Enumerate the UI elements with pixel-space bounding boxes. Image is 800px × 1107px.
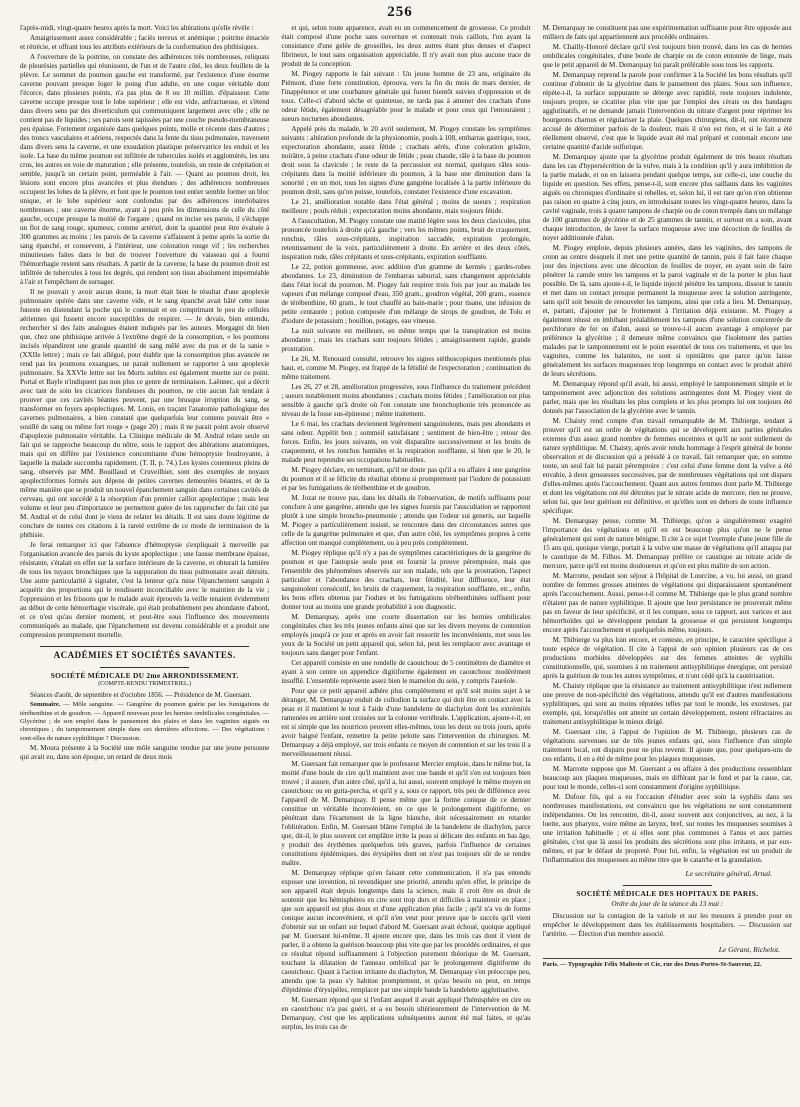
paragraph: M. Thibierge va plus loin encore, et conteste, en principe, le caractère spécifique à toute espèce de végétation. Il cite à l'appui de son opinion plusieurs cas de ces productions morbides développées sur des femmes atteintes de syphilis constitutionnelle, qui, soumises à un traitement antisyphilitique énergique, ont persisté après la guérison de tous les autres symptômes, et n'ont cédé qu'à la cautérisation. — [542, 636, 792, 680]
paragraph: La nuit suivante est meilleure, en même temps que la transpiration est moins abondante ; mais les crachats sont toujours fétides ; amaigrissement rapide, grande prostration. — [281, 327, 531, 353]
left-body — [20, 24, 269, 640]
paragraph: M. Piogey réplique qu'il n'y a pas de symptômes caractéristiques de la gangrène du poumon et que l'autopsie seule peut en fournir la preuve péremptoire, mais que l'ensemble des phénomènes observés sur son malade, tels que la prostration, l'aspect particulier et l'abondance des crachats, leur fétidité, leur diffluence, leur état sanguinolent consécutif, les bruits de craquement, la respiration soufflante, etc., enfin, les bons effets obtenus par l'iodure et les fumigations térébenthinées suffisent pour donner tout au moins une grande probabilité à son diagnostic. — [281, 549, 531, 611]
paragraph: Appelé près du malade, le 20 avril seulement, M. Piogey constate les symptômes suivants : altération profonde de la physionomie, pouls à 108, embarras gastrique, toux, expectoration abondante, assez fétide ; crachats aérés, d'une coloration grisâtre, noirâtre, à peine crachats d'une odeur de fétide ; peau chaude, râle à la base du poumon droit sous la clavicule ; le reste de la percussion est normal, quelques râles sous-crépitants dans la moitié inférieure du poumon, à la base une diminution dans la sonorité ; en un mot, tous les signes d'une gangrène localisée à la partie inférieure du poumon droit, sans qu'on puisse, toutefois, constater l'existence d'une excavation. — [281, 125, 531, 196]
summary-label: Sommaire. — [30, 701, 61, 709]
paragraph: Cet appareil consiste en une rondelle de caoutchouc de 5 centimètres de diamètre et ayant à son centre un appendice digitiforme également en caoutchouc modérément insufflé. L'ensemble représente assez bien le mamelon du sein, y compris l'auréole. — [281, 659, 531, 685]
paragraph: et qui, selon toute apparence, avait eu un commencement de grossesse. Ce produit était composé d'une poche sans ouverture et contenait trois caillots, l'un ayant la consistance d'une gelée de groseilles, les deux autres étant plus denses et d'aspect fibrineux, le tout sans organisation appréciable. Il n'y avait non plus aucune trace de produit de la conception. — [281, 24, 531, 68]
paragraph: M. Dufour fils, qui a eu l'occasion d'étudier avec soin la syphilis dans ses nombreuses manifestations, est convaincu que les végétations ne sont constamment indépendantes. On les rencontre, dit-il, assez souvent aux conjonctives, au nez, à la luette, aux pharynx, voire même au larynx, bref, sur toutes les muqueuses soumises à une irritation habituelle ; et si elles sont plus communes à l'anus et aux parties génitales, c'est que là aussi les produits des sécrétions sont plus irritants, et par eux-mêmes, et par le défaut de propreté. Pour lui, enfin, la végétation est un produit de l'inflammation des muqueuses au même titre que le catarrhe et la granulation. — [542, 793, 792, 864]
society2-title: SOCIÉTÉ MÉDICALE DES HOPITAUX DE PARIS. — [576, 888, 759, 898]
society-subtitle: (COMPTE-RENDU TRIMESTRIEL.) — [98, 680, 192, 687]
gerant-signature: Le Gérant, Richelot. — [718, 945, 780, 955]
paragraph: M. Marrotte, pendant son séjour à l'hôpital de Lourcine, a vu, lui aussi, un grand nombre de femmes grosses atteintes de végétations qui disparaissaient spontanément après l'accouchement. Aussi, pense-t-il comme M. Thibierge que le plus grand nombre n'étaient pas de nature syphilitique. Il ajoute que leur persistance ne prouverait même pas en faveur de leur spécificité, et il les compare, sous ce rapport, aux varices et aux hémorrhoïdes qui se développent pendant la grossesse et qui persistent longtemps encore après l'accouchement et quelquefois même, toujours. — [542, 572, 792, 634]
paragraph: M. Demarquay pense, comme M. Thibierge, qu'on a singulièrement exagéré l'importance des végétations et qu'il en est beaucoup plus qu'on ne le pense généralement qui sont de nature bénigne. Il cite à ce sujet l'exemple d'une jeune fille de 15 ans qui, quoique vierge, portait à la vulve une masse de végétations qu'il attaqua par le caustique de M. Filhos. M. Demarquay préfère ce caustique au nitrate acide de mercure, parce qu'il est moins douloureux et qu'on est plus maître de son action. — [542, 517, 792, 570]
paragraph: l'après-midi, vingt-quatre heures après la mort. Voici les altérations qu'elle révèle : — [20, 24, 254, 32]
paragraph: M. Marrotte suppose que M. Guersant a eu affaire à des productions ressemblant beaucoup aux plaques muqueuses, mais en différant par le fond et par la cause, car, pour tout le monde, celles-ci sont constamment d'origine syphilitique. — [542, 765, 792, 791]
summary — [20, 701, 269, 743]
section-divider — [40, 646, 249, 647]
paragraph: Le 22, potion gommeuse, avec addition d'un gramme de kermès ; gardes-robes abondantes. Le 23, diminution de l'embarras saburral, sans changement appréciable dans l'état local du poumon. M. Piogey fait respirer trois fois par jour au malade les vapeurs d'un mélange composé d'eau, 350 gram., goudron végétal, 200 gram., essence de térébenthine, 60 gram., le tout chauffé au bain-marie ; pour tisane, une infusion de petite centaurée ; potion composée d'un mélange de sirops de goudron, de Tolu et d'iodure de potassium ; bouillon, potages, eau vineuse. — [281, 263, 531, 325]
paragraph: Le 6 mai, les crachats deviennent légèrement sanguinolents, mais peu abondants et sans odeur. Appétit bon ; sommeil satisfaisant ; sentiment de bien-être ; retour des forces. Enfin, les jours suivants, on voit disparaître successivement et les bruits de craquement, et les ronchus humides et la respiration soufflante, si bien que le 20, le malade peut reprendre ses occupations habituelles. — [281, 420, 531, 464]
paragraph: Le 21, amélioration notable dans l'état général ; moins de sueurs ; respiration meilleure ; pouls réduit ; expectoration moins abondante, mais toujours fétide. — [281, 198, 531, 215]
paragraph: M. Guersant fait remarquer que le professeur Mercier emploie, dans le même but, la moitié d'une boule de cire qu'il maintient avec une bande et qu'il s'en est toujours bien trouvé ; il assure, d'un autre côté, qu'il a, lui aussi, souvent employé le même moyen en caoutchouc ou en gutta-percha, et qu'il y a, sous ce rapport, très peu de différence avec l'appareil de M. Demarquay. Il pense même que la forme conique de ce dernier constitue un véritable inconvénient, en ce que le prolongement digitiforme, en pénétrant dans l'écartement de la ligne blanche, doit nécessairement en retarder l'oblitération. Enfin, M. Guersant blâme l'emploi de la bandelette de diachylon, parce que, dit-il, le plus souvent cet emplâtre irrite la peau si délicate des enfants en bas âge, y produit des érythèmes quelquefois très graves, parfois l'influence de certaines constitutions épidémiques, des érysipèles dont on n'est pas toujours sûr de se rendre maître. — [281, 760, 531, 867]
columns — [20, 24, 792, 1099]
paragraph: Il ne pouvait y avoir aucun doute, la mort était bien le résultat d'une apoplexie pulmonaire opérée dans une caverne vide, et le sang épanché avait hâté cette issue funeste en distendant la poche qui le contenait et en comprimant le peu de cellules aériennes qui fussent encore susceptibles de respirer. — Je devais, bien entendu, rechercher si des faits analogues étaient indiqués par les auteurs. Morgagni dit bien que, chez une phthisique arrivée à l'extrême degré de la consomption, « les poumons incisés répandirent une grande quantité de sang mêlé avec du pus et de la sanie » (XXIIe lettre) ; mais ce fait allégué, pour établir que la consomption plus avancée ne rend pas les poumons exsangues, ne parait nullement se rapporter à une apoplexie pulmonaire. Sa XXVIe lettre sur les Morts subites est également muette sur ce point. Portal et Bayle n'indiquent pas non plus ce genre de terminaison. Laënnec, qui a décrit avec tant de soin les cicatrices fistuleuses du poumon, ne cite aucun fait tendant à prouver que ces cavités béantes peuvent, par une brusque irruption du sang, se transformer en foyers apoplectiques. M. Louis, en traçant l'anatomie pathologique des cavernes pulmonaires, a bien constaté que quelquefois leur contenu pouvait être « souillé de sang ou même fort rouge » (page 20) ; mais il ne parait point avoir observé d'apoplexie pulmonaire véritable. La Clinique médicale de M. Andral relate seule un fait qui se rapproche beaucoup du nôtre, sous le rapport des altérations anatomiques, mais qui en diffère par l'existence concomitante d'une hémoptysie foudroyante, à laquelle la malade succomba rapidement. (T. II, p. 74.) Les kystes couenneux pleins de sang, observés par MM. Bouillaud et Cruveilhier, sont des exemples de noyaux apoplectiformes formés aux dépens de petites cavernes demeurées béantes, et de la même manière que se produit un nouvel épanchement sanguin dans certaines cavités de cerveau, qui ont succédé à la résorption d'un premier caillot apoplectique ; mais leur volume et leur peu d'importance ne permettent guère de les rapprocher du fait cité par M. Andral et de celui dont je viens de relater les détails. Il est sans doute légitime de conclure de toutes ces citations à la rareté extrême de ce mode de terminaison de la phthisie. — [20, 288, 270, 539]
final-paragraph: M. Moura présente à la Société une môle sanguine rendue par une jeune personne qui avait eu, dans son époque, un retard de deux mois — [20, 744, 270, 762]
paragraph: Je ferai remarquer ici que l'absence d'hémoptysie s'expliquait à merveille par l'organisation avancée des parois du kyste apoplectique ; une fausse membrane épaisse, résistante, s'étalait en effet sur la surface intérieure de la caverne, et obturait la lumière de tous les tuyaux bronchiques que la suppuration du tissu pulmonaire avait détruits. Une autre particularité à signaler, c'est la lenteur qu'a mise l'épanchement sanguin à acquérir des proportions qui le rendissent inconciliable avec le maintien de la vie ; l'oppression et les frissons que le malade avait éprouvés la veille tenaient évidemment au début de cette hémorrhagie viscérale, qui était probablement peu abondante d'abord, et ce n'est qu'au dernier moment, et peut-être sous l'influence des mouvements communiqués au malade, que l'épanchement est devenu considérable et a produit une compression promptement mortelle. — [20, 541, 270, 639]
summary-text: — Môle sanguine. — Gangrène du poumon guérie par les fumigations de térébenthine et de goudron. — Appareil nouveau pour les hernies ombilicales congénitales. — Glycérine ; de son emploi dans le pansement des plaies et dans les vaginites aiguës ou chroniques ; du tamponnement simple dans ces dernières affections. — Des végétations : sont-elles de nature syphilitique ? Discussion. — [20, 701, 270, 742]
paragraph: M. Guersant répond que si l'enfant auquel il avait appliqué l'hémisphère en cire ou en caoutchouc n'a pas guéri, et a eu besoin ultérieurement de l'intervention de M. Demarquay, c'est que les applications subséquentes auront été mal faites, et qu'au surplus, les trois cas de — [281, 996, 531, 1031]
paragraph: A l'auscultation, M. Piogey constate une matité légère sous les deux clavicules, plus prononcée toutefois à droite qu'à gauche ; vers les mêmes points, bruit de craquement, ronchus, râles sous-crépitants, inspiration saccadée, expiration prolongée, retentissement de la voix, particulièrement à droite. En arrière et des deux côtés, inspiration rude, râles crépitants et sous-crépitants, expiration soufflante. — [281, 217, 531, 261]
paragraph: M. Guersant cite, à l'appui de l'opinion de M. Thibierge, plusieurs cas de végétations survenues sur de très jeunes enfants qui, sous l'influence d'un simple traitement local, ont disparu pour ne plus revenir. Il ajoute que, pour quelques-uns de ces enfants, il en a été de même pour les plaques muqueuses. — [542, 728, 792, 763]
paragraph: M. Demarquay ne constituent pas une expérimentation suffisante pour être opposée aux milliers de faits qui appartiennent aux procédés ordinaires. — [542, 24, 792, 41]
order-text: Discussion sur la contagion de la variole et sur les mesures à prendre pour en empêcher le développement dans les établissements hospitaliers. — Discussion sur l'artérite. — Élection d'un membre associé. — [542, 912, 792, 939]
paragraph: M. Chaisty rend compte d'un travail remarquable de M. Thibierge, tendant à prouver qu'il est un ordre de végétations qui se développent aux parties génitales externes d'un assez grand nombre de femmes enceintes et qu'il ne sont nullement de nature syphilitique. M. Chaisty, après avoir rendu hommage à l'esprit général de bonne observation et de discussion qui a présidé à ce travail, fait remarquer que, en somme toute, un seul fait lui parait péremptoire : c'est celui d'une femme dont la vulve a été envahie, à deux grossesses successives, par de nombreuses végétations qui ont disparu d'elles-mêmes après l'accouchement. Quant aux autres femmes dont parle M. Thibierge et dont les végétations ont été détruites par le nitrate acide de mercure, rien ne prouve, selon lui, que leur guérison est définitive, et qu'elles sont en dehors de toute influence spécifique. — [542, 417, 792, 515]
section-title: ACADÉMIES ET SOCIÉTÉS SAVANTES. — [53, 650, 236, 660]
paragraph: Les 26, 27 et 28, amélioration progressive, sous l'influence du traitement précédent ; sueurs notablement moins abondantes ; crachats moins fétides ; l'amélioration est plus sensible à gauche qu'à droite où l'on constate une bronchophonie très prononcée au niveau de la fosse sus-épineuse ; même traitement. — [281, 383, 531, 418]
paragraph: M. Chaisty réplique que la résistance au traitement antisyphilitique n'est nullement une preuve de non-spécificité des végétations, attendu qu'il est d'autres manifestations syphilitiques, qui sont au moins réputées telles par tout le monde, les exostoses, par exemple, qui, lorsqu'elles ont atteint un certain développement, restent réfractaires au traitement antisyphilitique le mieux dirigé. — [542, 682, 792, 726]
paragraph: M. Demarquay ajoute que la glycérine produit également de très beaux résultats dans les cas d'hypersécrétion de la vulve, mais à la condition qu'il y aura imbibition de la partie malade, et on en laissera pendant quelque temps, sur celle-ci, une couche du liquide en question. Ses effets, pense-t-il, sont encore plus saillants dans les vaginites aiguës ou chroniques d'ordinaire si rebelles, et, selon lui, il est rare qu'on n'en obtienne pas raison en quatre à cinq jours, en introduisant toutes les vingt-quatre heures, dans la cavité vaginale, trois à quatre tampons de charpie ou de coton trempés dans un mélange de 100 grammes de glycérine et de 25 grammes de tannin, et surtout en a soin, avant chaque introduction, de laver la surface muqueuse avec une décoction de feuilles de noyer additionnée d'alun. — [542, 153, 792, 242]
paragraph: Le 26, M. Renouard consulté, retrouve les signes stéthoscopiques mentionnés plus haut, et, comme M. Piogey, est frappé de la fétidité de l'expectoration ; continuation du même traitement. — [281, 355, 531, 381]
paragraph: A l'ouverture de la poitrine, on constate des adhérences très nombreuses, reliquats de pleurésies partielles qui réunissent, de l'un et de l'autre côté, les deux feuillets de la plèvre. Le sommet du poumon gauche est transformé, par l'existence d'une énorme caverne pouvant presque loger le poing d'un adulte, en une coque véritable dont l'écorce, dans plusieurs points, n'a pas plus de 8 ou 10 millim. d'épaisseur. Cette caverne occupe presque tout le lobe supérieur ; elle est vide, anfractueuse, et s'étend dans divers sens par des diverticulum qui communiquent largement avec elle ; elle ne contient pas de liquides ; ses parois sont tapissées par une couche pseudo-membraneuse peu épaisse. Fortement organisée dans quelques points, molle et récente dans d'autres ; des troncs vasculaires et aériens, respectés dans la fente du tissu pulmonaire, traversent dans divers sens la caverne, et une exsudation plastique préservatrice les enduit et les isole. La base du même poumon est infiltrée de tubercules isolés et agglomérés, les uns crus, les autres en voie de maturation ; elle présente, toutefois, un reste de crépitation et semble, jusqu'à un certain point, perméable à l'air. — Quant au poumon droit, les lésions sont encore plus avancées et plus étendues ; des adhérences nombreuses occupent les lobes de la plèvre, et font que le poumon tout entier semble former un bloc unique, et le lobe supérieur sont confondus par des adhérences interlobaires nombreuses ; une caverne énorme, ayant à peu près les dimensions de celle du côté gauche, occupe presque la moitié de l'organe ; quand on incise ses parois, il s'échappe un flot de sang rouge, spumeux, comme artériel, dont la quantité peut être évaluée à 300 grammes au moins ; les parois de la caverne s'affaissent à peine après la sortie du sang épanché, et conservent, à l'intérieur, une coloration rouge vif ; les recherches minutieuses faites dans le but de trouver l'ouverture du vaisseau qui a fourni l'hémorrhagie restent sans résultats. A partir de la caverne, la base du poumon droit est infiltrée de tubercules à tous les degrés, qui rendent son tissu absolument imperméable à l'air et l'empêchent de surnager. — [20, 53, 270, 286]
session-line: Séances d'août, de septembre et d'octobre 1856. — Présidence de M. Guersant. — [30, 691, 252, 700]
paragraph: M. Piogey déclare, en terminant, qu'il ne doute pas qu'il a eu affaire à une gangrène du poumon et il se félicite du résultat obtenu si promptement par l'iodure de potassium et par les fumigations de térébenthine et de goudron. — [281, 466, 531, 492]
paragraph: M. Demarquay réplique qu'en faisant cette communication, il n'a pas entendu exposer une invention, ni revendiquer une priorité, attendu qu'en effet, le principe de son appareil était depuis longtemps dans la science, mais il croit être en droit de soutenir que les hémisphères en cire sont trop durs et difficiles à maintenir en place ; que son appareil est plus doux et d'une application plus facile ; qu'il n'a vu de forme conique aucun inconvénient, et qu'il n'en veut pour preuve que le succès qu'il vient d'obtenir sur un enfant sur lequel d'abord M. Guersant avait échoué, quoique appliqué par M. Guersant lui-même. Il ajoute encore que, dans les trois cas dont il vient de parler, il a obtenu la guérison beaucoup plus vite que par les procédés ordinaires, et que ce résultat répond suffisamment à l'objection purement théorique de M. Guersant, touchant la dilatation de l'anneau ombilical par le prolongement digitiforme du caoutchouc. Quant à l'action irritante du diachylon, M. Demarquay s'en préoccupe peu, attendu que la peau s'y habitue promptement, et qu'au besoin on peut, en temps d'épidémie d'érysipèles, remplacer par une simple bande la bandelette agglutinative. — [281, 869, 531, 994]
paragraph: M. Demarquay répond qu'il avait, lui aussi, employé le tamponnement simple et le tamponnement avec adjonction des solutions astringentes dont M. Piogey vient de parler, mais que les résultats les plus complets et les plus prompts lui ont toujours été donnés par l'association de la glycérine avec le tannin. — [542, 380, 792, 415]
paragraph: Amaigrissement assez considérable ; faciès terreux et anémique ; poitrine émaciée et rétrécie, et offrant tous les attributs extérieurs de la conformation des phthisiques. — [20, 34, 270, 51]
imprint: Paris. — Typographie Félix Malteste et Cie, rue des Deux-Portes-St-Sauveur, 22. — [542, 960, 762, 968]
section-divider-2 — [623, 885, 712, 886]
paragraph: M. Jozat ne trouve pas, dans les détails de l'observation, de motifs suffisants pour conclure à une gangrène, attendu que les signes fournis par l'auscultation se rapportent plutôt à une simple broncho-pneumonie ; attendu que l'odeur sui generis, sur laquelle M. Piogey a particulièrement insisté, se rencontre dans des circonstances autres que celle de la gangrène pulmonaire et que, d'un autre côté, les symptômes propres à cette affection ont manqué complètement, ou à peu près complètement. — [281, 494, 531, 547]
right-body — [543, 24, 792, 865]
society-title: SOCIÉTÉ MÉDICALE DU 2me ARRONDISSEMENT. — [50, 671, 239, 681]
section-divider-short — [100, 667, 189, 668]
paragraph: Pour que ce petit appareil adhère plus complètement et qu'il soit moins sujet à se déranger, M. Demarquay enduit de collodion la surface qui doit être en contact avec la peau et il maintient le tout à l'aide d'une bandelette de diachylon dont les extrémités ramenées en arrière sont croisées sur la colonne vertébrale. L'application, ajoute-t-il, en est si simple que les nourrices peuvent elles-mêmes, tous les deux ou trois jours, après avoir baigné l'enfant, remettre la petite pelotte sans l'intervention du chirurgien. M. Demarquay a déjà employé, sur trois enfants ce moyen de contention et sur les trois il a merveilleusement réussi. — [281, 687, 531, 758]
paragraph: M. Piogey rapporte le fait suivant : Un jeune homme de 23 ans, originaire du Piémont, d'une forte constitution, éprouva, vers la fin du mois de mars dernier, de l'inappétence et une courbature générale qui furent bientôt suivies d'oppression et de toux. Celle-ci d'abord sèche et quinteuse, ne tarda pas à amener des crachats d'une odeur fétide, également désagréable pour le malade et pour ceux qui l'entouraient ; sueurs nocturnes abondantes. — [281, 70, 531, 123]
paragraph: M. Demarquay reprend la parole pour confirmer à la Société les bons résultats qu'il continue d'obtenir de la glycérine dans le pansement des plaies. Sous son influence, répète-t-il, la surface suppurante se déterge avec rapidité, reste toujours indolente, toujours propre, se cicatrise plus vite que par l'emploi des cérats ou des bandages agglutinatifs, et ne demande jamais l'intervention du nitrate d'argent pour réprimer les bourgeons charnus et régulariser la plaie. Quelques chirurgiens, dit-il, ont récemment accusé de déterminer parfois de la douleur, mais il n'en est rien, et si le fait a été réellement observé, c'est que le liquide avait été mal préparé et contenait encore une certaine quantité d'acide sulfurique. — [542, 71, 792, 151]
secretary-signature: Le secrétaire général, Arnal. — [685, 869, 772, 878]
page-number: 256 — [387, 4, 413, 20]
paragraph: M. Piogey emploie, depuis plusieurs années, dans les vaginites, des tampons de coton au centre desquels il met une petite quantité de tannin, puis il fait faire chaque jour des injections avec une décoction de feuilles de noyer, en ayant soin de faire pénétrer la canule entre les tampons et la paroi vaginale et de la porter le plus haut possible. De là, sans ajoute-t-il, le liquide injecté pénètre les tampons, dissout le tannin et met dans un contact presque permanent la muqueuse avec la solution astringente, sans qu'il soit besoin de renouveler les tampons, ainsi que cela a lieu. M. Demarquay, et, partant, d'ajouter par le frottement à l'irritation déjà existante. M. Piogey a également réussi en imbibant préalablement les tampons d'une solution concentrée de perchlorure de fer ou d'alun, aussi se trouve-t-il aucun avantage à employer par préférence la glycérine ; il demeure même convaincu que l'isolement des parties malades par le tamponnement est le point essentiel de tous ces traitements, et que les vaginites, comme les balanites, ne sont si opiniâtres que parce qu'on laisse généralement les surfaces muqueuses trop longtemps en contact avec le produit altéré de leurs sécrétions. — [542, 244, 792, 378]
paragraph: M. Demarquay, après une courte dissertation sur les hernies ombilicales congénitales chez les très jeunes enfants ainsi que sur les divers moyens de contention employés jusqu'à ce jour et après en avoir fait ressortir les inconvénients, met sous les yeux de la Société un petit appareil qui, selon lui, peut les remplacer avec avantage et toujours sans danger pour l'enfant. — [281, 613, 531, 657]
paragraph: M. Chailly-Honoré déclare qu'il s'est toujours bien trouvé, dans les cas de hernies ombilicales congénitales, d'une boule de charpie ou de coton entourée de linge, mais que le petit appareil de M. Demarquay lui paraît préférable sous tous les rapports. — [542, 43, 792, 69]
column-middle — [281, 24, 530, 1099]
order-of-day: Ordre du jour de la séance du 13 mai : — [611, 899, 724, 908]
imprint-divider — [543, 958, 792, 959]
column-left — [20, 24, 269, 1099]
column-right — [543, 24, 792, 1099]
